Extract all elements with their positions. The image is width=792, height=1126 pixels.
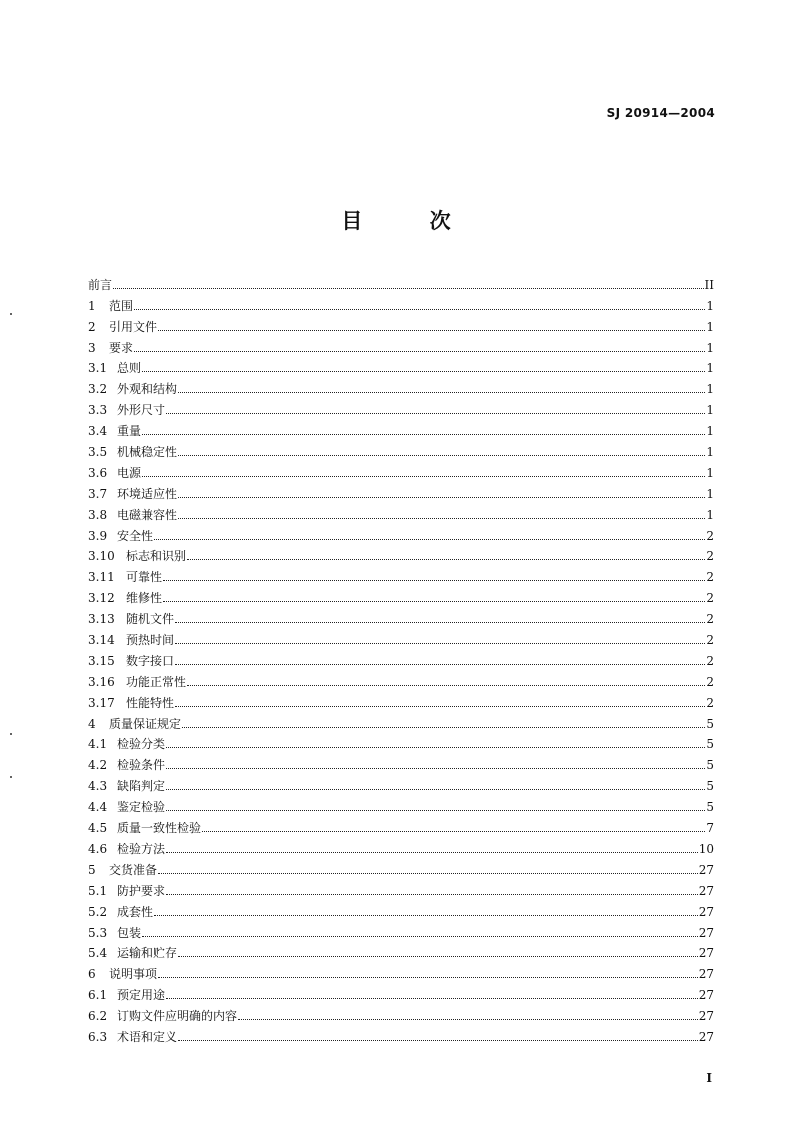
dot-leader: [158, 977, 698, 978]
title-char-2: 次: [429, 209, 451, 233]
toc-entry-page: 27: [698, 967, 714, 982]
toc-entry-page: 10: [698, 841, 714, 856]
dot-leader: [142, 434, 705, 435]
toc-entry-title: 功能正常性: [126, 674, 187, 689]
toc-entry: [88, 731, 714, 752]
toc-entry-number: 3.5: [88, 445, 108, 460]
toc-entry-title: 术语和定义: [117, 1029, 178, 1044]
toc-entry-number: 3.2: [88, 382, 108, 397]
dot-leader: [166, 810, 705, 811]
toc-entry-page: 1: [706, 403, 714, 418]
toc-entry-page: 27: [698, 988, 714, 1003]
toc-entry: [88, 417, 714, 438]
toc-entry: [88, 919, 714, 940]
toc-entry-page: 5: [706, 758, 714, 773]
toc-entry-title: 预定用途: [117, 988, 166, 1003]
toc-entry-title: 说明事项: [109, 967, 158, 982]
dot-leader: [175, 643, 705, 644]
toc-entry-number: 3.8: [88, 507, 108, 522]
toc-entry-title: 电磁兼容性: [117, 507, 178, 522]
toc-entry-number: 3.14: [88, 633, 115, 648]
toc-entry-number: 5.1: [88, 883, 108, 898]
toc-entry-title: 随机文件: [126, 612, 175, 627]
toc-entry: [88, 710, 714, 731]
toc-entry-number: 3.13: [88, 612, 115, 627]
toc-entry-title: 鉴定检验: [117, 800, 166, 815]
toc-entry-page: 1: [706, 465, 714, 480]
toc-entry-title: 预热时间: [126, 633, 175, 648]
toc-entry-number: 6: [88, 967, 96, 982]
page-title: [0, 205, 792, 235]
toc-entry-page: 2: [706, 570, 714, 585]
scan-speck: [10, 313, 12, 315]
toc-entry: [88, 375, 714, 396]
toc-entry-page: 2: [706, 549, 714, 564]
page-number: I: [706, 1071, 712, 1085]
dot-leader: [178, 392, 705, 393]
toc-entry-page: 2: [706, 674, 714, 689]
dot-leader: [187, 559, 705, 560]
dot-leader: [178, 497, 705, 498]
dot-leader: [175, 664, 705, 665]
toc-entry-number: 3.11: [88, 570, 115, 585]
toc-entry: [88, 856, 714, 877]
toc-entry-page: 2: [706, 612, 714, 627]
toc-entry-page: 27: [698, 925, 714, 940]
toc-entry: [88, 981, 714, 1002]
toc-entry-title: 电源: [117, 465, 142, 480]
toc-entry-number: 2: [88, 319, 96, 334]
toc-entry-number: 5.2: [88, 904, 108, 919]
scan-speck: [10, 776, 12, 778]
dot-leader: [166, 998, 698, 999]
toc-entry: [88, 940, 714, 961]
toc-entry-title: 缺陷判定: [117, 779, 166, 794]
toc-entry: [88, 459, 714, 480]
toc-entry-title: 订购文件应明确的内容: [117, 1009, 238, 1024]
toc-entry-page: 27: [698, 1009, 714, 1024]
toc-entry-title: 范围: [109, 298, 134, 313]
dot-leader: [202, 831, 705, 832]
table-of-contents: [88, 271, 714, 1044]
toc-entry-number: 3.12: [88, 591, 115, 606]
dot-leader: [166, 768, 705, 769]
dot-leader: [154, 915, 698, 916]
toc-entry: [88, 668, 714, 689]
toc-entry-title: 外观和结构: [117, 382, 178, 397]
toc-entry-page: 5: [706, 800, 714, 815]
toc-entry-number: 4.3: [88, 779, 108, 794]
dot-leader: [158, 330, 705, 331]
dot-leader: [134, 309, 705, 310]
toc-entry: [88, 522, 714, 543]
toc-entry-number: 4.2: [88, 758, 108, 773]
toc-entry: [88, 814, 714, 835]
toc-entry: [88, 355, 714, 376]
title-char-1: 目: [341, 209, 363, 233]
toc-entry-number: 3.10: [88, 549, 115, 564]
toc-entry-number: 3.15: [88, 653, 115, 668]
toc-entry-number: 4.4: [88, 800, 108, 815]
toc-entry-title: 质量一致性检验: [117, 821, 202, 836]
toc-entry-page: 27: [698, 862, 714, 877]
toc-entry-number: 4.1: [88, 737, 108, 752]
toc-entry-number: 3.4: [88, 424, 108, 439]
toc-entry-page: 1: [706, 319, 714, 334]
toc-entry-title: 安全性: [117, 528, 154, 543]
toc-entry-title: 包装: [117, 925, 142, 940]
toc-entry-number: 3: [88, 340, 96, 355]
dot-leader: [142, 371, 705, 372]
toc-entry-page: 1: [706, 340, 714, 355]
toc-entry-title: 前言: [88, 277, 113, 292]
toc-entry-title: 引用文件: [109, 319, 158, 334]
toc-entry-number: 5.4: [88, 946, 108, 961]
toc-entry-number: 3.1: [88, 361, 108, 376]
toc-entry: [88, 271, 714, 292]
dot-leader: [178, 1040, 698, 1041]
dot-leader: [158, 873, 698, 874]
toc-entry-title: 机械稳定性: [117, 445, 178, 460]
toc-entry-page: 1: [706, 445, 714, 460]
toc-entry-title: 运输和贮存: [117, 946, 178, 961]
toc-entry-page: 5: [706, 716, 714, 731]
dot-leader: [166, 413, 705, 414]
toc-entry-number: 4.5: [88, 821, 108, 836]
toc-entry-number: 3.7: [88, 486, 108, 501]
toc-entry: [88, 898, 714, 919]
dot-leader: [166, 894, 698, 895]
standard-code: SJ 20914—2004: [606, 106, 715, 120]
toc-entry-number: 1: [88, 298, 96, 313]
toc-entry: [88, 772, 714, 793]
scan-speck: [10, 733, 12, 735]
toc-entry-page: 2: [706, 695, 714, 710]
dot-leader: [154, 539, 705, 540]
toc-entry-title: 检验分类: [117, 737, 166, 752]
toc-entry-page: 2: [706, 528, 714, 543]
toc-entry: [88, 292, 714, 313]
toc-entry-page: 2: [706, 633, 714, 648]
toc-entry-number: 6.2: [88, 1009, 108, 1024]
toc-entry-number: 6.3: [88, 1029, 108, 1044]
toc-entry-number: 3.16: [88, 674, 115, 689]
toc-entry: [88, 1023, 714, 1044]
toc-entry-page: 5: [706, 779, 714, 794]
toc-entry-page: 2: [706, 653, 714, 668]
dot-leader: [142, 476, 705, 477]
toc-entry-number: 6.1: [88, 988, 108, 1003]
toc-entry-number: 4: [88, 716, 96, 731]
toc-entry: [88, 605, 714, 626]
toc-entry-page: 1: [706, 361, 714, 376]
toc-entry-number: 3.3: [88, 403, 108, 418]
toc-entry: [88, 877, 714, 898]
toc-entry-title: 性能特性: [126, 695, 175, 710]
toc-entry-page: 27: [698, 883, 714, 898]
dot-leader: [178, 455, 705, 456]
toc-entry: [88, 835, 714, 856]
toc-entry-title: 检验方法: [117, 841, 166, 856]
toc-entry: [88, 563, 714, 584]
toc-entry: [88, 313, 714, 334]
dot-leader: [166, 747, 705, 748]
toc-entry-title: 成套性: [117, 904, 154, 919]
dot-leader: [142, 936, 698, 937]
toc-entry-title: 可靠性: [126, 570, 163, 585]
dot-leader: [166, 852, 698, 853]
toc-entry-title: 防护要求: [117, 883, 166, 898]
dot-leader: [134, 351, 705, 352]
toc-entry: [88, 543, 714, 564]
toc-entry: [88, 501, 714, 522]
dot-leader: [175, 622, 705, 623]
toc-entry-title: 外形尺寸: [117, 403, 166, 418]
toc-entry-title: 环境适应性: [117, 486, 178, 501]
dot-leader: [163, 580, 705, 581]
toc-entry-title: 重量: [117, 424, 142, 439]
toc-entry-page: 1: [706, 298, 714, 313]
toc-entry: [88, 584, 714, 605]
toc-entry: [88, 396, 714, 417]
dot-leader: [178, 956, 698, 957]
toc-entry-title: 维修性: [126, 591, 163, 606]
dot-leader: [163, 601, 705, 602]
toc-entry-number: 5: [88, 862, 96, 877]
toc-entry-page: 2: [706, 591, 714, 606]
toc-entry-title: 要求: [109, 340, 134, 355]
toc-entry: [88, 647, 714, 668]
toc-entry: [88, 689, 714, 710]
toc-entry-number: 3.6: [88, 465, 108, 480]
dot-leader: [178, 518, 705, 519]
toc-entry-page: 1: [706, 424, 714, 439]
dot-leader: [175, 706, 705, 707]
toc-entry-page: 5: [706, 737, 714, 752]
dot-leader: [187, 685, 705, 686]
toc-entry-title: 检验条件: [117, 758, 166, 773]
toc-entry-title: 标志和识别: [126, 549, 187, 564]
dot-leader: [182, 727, 705, 728]
toc-entry: [88, 960, 714, 981]
toc-entry: [88, 480, 714, 501]
toc-entry-number: 3.9: [88, 528, 108, 543]
toc-entry-page: II: [704, 277, 714, 292]
toc-entry: [88, 334, 714, 355]
toc-entry-number: 5.3: [88, 925, 108, 940]
toc-entry-title: 数字接口: [126, 653, 175, 668]
toc-entry-page: 27: [698, 904, 714, 919]
toc-entry: [88, 438, 714, 459]
toc-entry-page: 27: [698, 946, 714, 961]
toc-entry-number: 4.6: [88, 841, 108, 856]
dot-leader: [166, 789, 705, 790]
toc-entry: [88, 751, 714, 772]
toc-entry-page: 1: [706, 486, 714, 501]
toc-entry-page: 1: [706, 507, 714, 522]
toc-entry-page: 7: [706, 821, 714, 836]
toc-entry-title: 交货准备: [109, 862, 158, 877]
toc-entry-number: 3.17: [88, 695, 115, 710]
toc-entry: [88, 626, 714, 647]
toc-entry: [88, 793, 714, 814]
toc-entry-page: 1: [706, 382, 714, 397]
dot-leader: [113, 288, 704, 289]
toc-entry-title: 质量保证规定: [109, 716, 182, 731]
dot-leader: [238, 1019, 698, 1020]
toc-entry-page: 27: [698, 1029, 714, 1044]
toc-entry-title: 总则: [117, 361, 142, 376]
toc-entry: [88, 1002, 714, 1023]
